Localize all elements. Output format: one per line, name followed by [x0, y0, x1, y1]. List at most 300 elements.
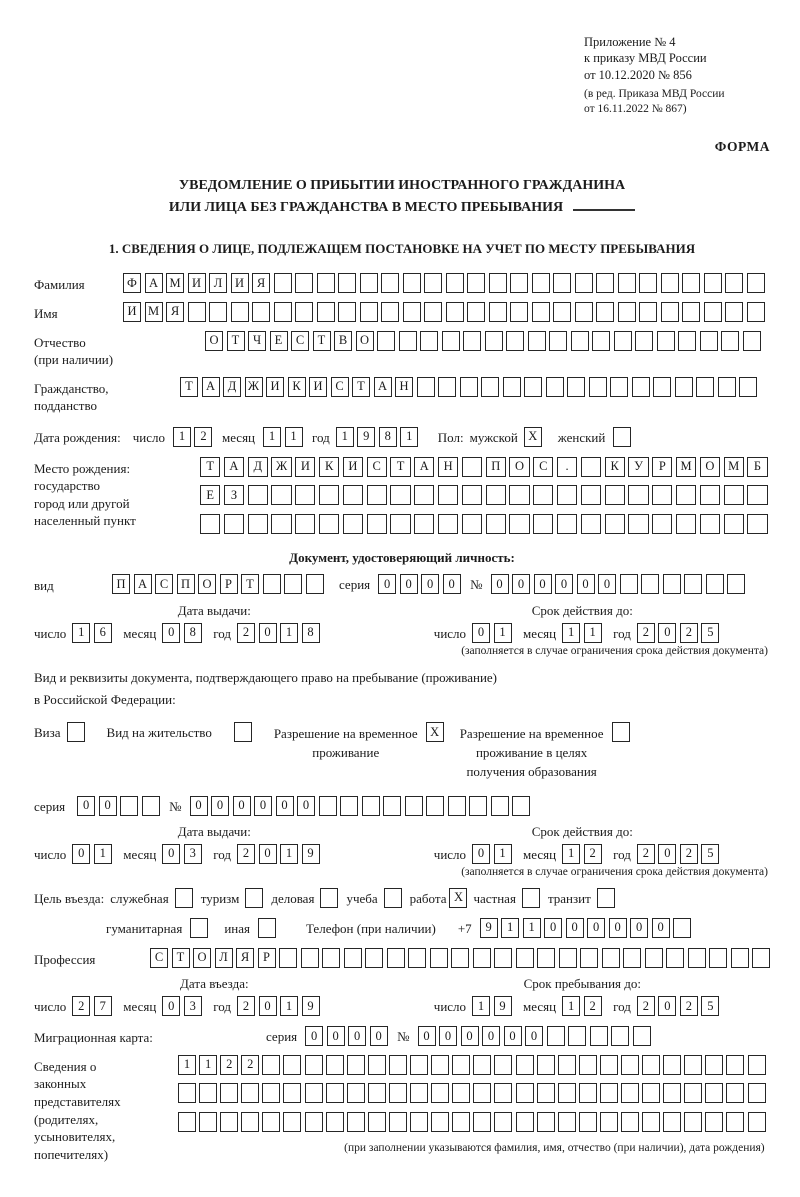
char-box[interactable] — [575, 302, 593, 322]
char-box[interactable]: 0 — [534, 574, 552, 594]
char-box[interactable] — [326, 1112, 344, 1132]
char-box[interactable] — [682, 302, 700, 322]
char-box[interactable]: С — [150, 948, 168, 968]
char-box[interactable] — [469, 796, 487, 816]
char-box[interactable] — [305, 1112, 323, 1132]
char-box[interactable]: 2 — [72, 996, 90, 1016]
char-box[interactable] — [709, 948, 727, 968]
char-box[interactable] — [700, 331, 718, 351]
char-box[interactable]: 2 — [637, 844, 655, 864]
char-box[interactable] — [506, 331, 524, 351]
char-box[interactable]: 0 — [276, 796, 294, 816]
char-box[interactable] — [446, 302, 464, 322]
char-box[interactable]: 0 — [658, 623, 676, 643]
char-box[interactable]: 1 — [199, 1055, 217, 1075]
char-box[interactable] — [417, 377, 435, 397]
purpose-transit-checkbox[interactable] — [597, 888, 615, 908]
char-box[interactable] — [623, 948, 641, 968]
char-box[interactable] — [558, 1055, 576, 1075]
char-box[interactable] — [178, 1112, 196, 1132]
char-box[interactable] — [199, 1083, 217, 1103]
char-box[interactable] — [142, 796, 160, 816]
char-box[interactable] — [747, 302, 765, 322]
char-box[interactable] — [220, 1112, 238, 1132]
char-box[interactable]: О — [700, 457, 720, 477]
char-box[interactable]: Т — [200, 457, 220, 477]
char-box[interactable]: М — [166, 273, 184, 293]
char-box[interactable] — [639, 273, 657, 293]
char-box[interactable]: 0 — [378, 574, 396, 594]
char-box[interactable]: М — [724, 457, 744, 477]
char-box[interactable] — [726, 1112, 744, 1132]
char-box[interactable] — [632, 377, 650, 397]
char-box[interactable] — [360, 302, 378, 322]
char-box[interactable]: 0 — [162, 996, 180, 1016]
char-box[interactable] — [489, 302, 507, 322]
char-box[interactable] — [747, 485, 767, 505]
char-box[interactable] — [600, 1083, 618, 1103]
char-box[interactable]: 0 — [472, 844, 490, 864]
char-box[interactable] — [344, 948, 362, 968]
char-box[interactable]: М — [676, 457, 696, 477]
char-box[interactable] — [596, 302, 614, 322]
char-box[interactable]: А — [414, 457, 434, 477]
char-box[interactable] — [516, 1083, 534, 1103]
char-box[interactable] — [442, 331, 460, 351]
purpose-tourism-checkbox[interactable] — [245, 888, 263, 908]
char-box[interactable]: 2 — [241, 1055, 259, 1075]
char-box[interactable]: О — [356, 331, 374, 351]
char-box[interactable]: 0 — [77, 796, 95, 816]
char-box[interactable] — [581, 514, 601, 534]
char-box[interactable]: 0 — [305, 1026, 323, 1046]
char-box[interactable]: 0 — [211, 796, 229, 816]
char-box[interactable]: 0 — [190, 796, 208, 816]
char-box[interactable] — [262, 1083, 280, 1103]
char-box[interactable] — [494, 1112, 512, 1132]
char-box[interactable]: 1 — [523, 918, 541, 938]
char-box[interactable] — [676, 485, 696, 505]
char-box[interactable] — [509, 485, 529, 505]
char-box[interactable] — [718, 377, 736, 397]
char-box[interactable] — [675, 377, 693, 397]
char-box[interactable]: 8 — [184, 623, 202, 643]
char-box[interactable] — [642, 1083, 660, 1103]
char-box[interactable] — [452, 1055, 470, 1075]
char-box[interactable] — [319, 485, 339, 505]
char-box[interactable] — [618, 273, 636, 293]
char-box[interactable]: Т — [172, 948, 190, 968]
char-box[interactable] — [682, 273, 700, 293]
char-box[interactable]: С — [155, 574, 173, 594]
char-box[interactable]: 0 — [555, 574, 573, 594]
char-box[interactable]: 1 — [263, 427, 281, 447]
char-box[interactable]: 7 — [94, 996, 112, 1016]
char-box[interactable] — [641, 574, 659, 594]
char-box[interactable] — [452, 1112, 470, 1132]
char-box[interactable] — [684, 1083, 702, 1103]
char-box[interactable] — [271, 514, 291, 534]
char-box[interactable]: 9 — [357, 427, 375, 447]
char-box[interactable] — [639, 302, 657, 322]
char-box[interactable]: И — [309, 377, 327, 397]
char-box[interactable]: В — [334, 331, 352, 351]
char-box[interactable] — [688, 948, 706, 968]
char-box[interactable] — [652, 485, 672, 505]
char-box[interactable] — [274, 302, 292, 322]
char-box[interactable]: 2 — [680, 996, 698, 1016]
char-box[interactable] — [628, 514, 648, 534]
char-box[interactable] — [252, 302, 270, 322]
char-box[interactable]: 0 — [652, 918, 670, 938]
char-box[interactable] — [579, 1083, 597, 1103]
temp-residence-checkbox[interactable]: X — [426, 722, 444, 742]
char-box[interactable] — [725, 273, 743, 293]
char-box[interactable] — [263, 574, 281, 594]
char-box[interactable] — [752, 948, 770, 968]
char-box[interactable]: 9 — [302, 996, 320, 1016]
char-box[interactable] — [390, 514, 410, 534]
char-box[interactable] — [705, 1083, 723, 1103]
char-box[interactable] — [503, 377, 521, 397]
char-box[interactable] — [220, 1083, 238, 1103]
char-box[interactable]: А — [202, 377, 220, 397]
char-box[interactable]: 2 — [237, 623, 255, 643]
char-box[interactable]: Л — [209, 273, 227, 293]
char-box[interactable]: К — [605, 457, 625, 477]
char-box[interactable] — [557, 514, 577, 534]
char-box[interactable] — [403, 273, 421, 293]
char-box[interactable] — [600, 1055, 618, 1075]
char-box[interactable] — [721, 331, 739, 351]
char-box[interactable] — [491, 796, 509, 816]
purpose-official-checkbox[interactable] — [175, 888, 193, 908]
char-box[interactable] — [231, 302, 249, 322]
char-box[interactable] — [462, 457, 482, 477]
char-box[interactable] — [283, 1112, 301, 1132]
char-box[interactable]: 1 — [72, 623, 90, 643]
char-box[interactable] — [704, 273, 722, 293]
char-box[interactable] — [451, 948, 469, 968]
char-box[interactable]: Ч — [248, 331, 266, 351]
char-box[interactable]: 0 — [491, 574, 509, 594]
char-box[interactable]: 8 — [302, 623, 320, 643]
char-box[interactable] — [319, 514, 339, 534]
char-box[interactable] — [360, 273, 378, 293]
char-box[interactable] — [295, 514, 315, 534]
char-box[interactable]: Т — [227, 331, 245, 351]
char-box[interactable] — [528, 331, 546, 351]
char-box[interactable]: Е — [200, 485, 220, 505]
char-box[interactable]: 0 — [254, 796, 272, 816]
char-box[interactable] — [512, 796, 530, 816]
char-box[interactable] — [431, 1112, 449, 1132]
char-box[interactable] — [666, 948, 684, 968]
char-box[interactable]: 2 — [237, 844, 255, 864]
char-box[interactable] — [532, 302, 550, 322]
char-box[interactable]: Ж — [271, 457, 291, 477]
char-box[interactable]: Т — [313, 331, 331, 351]
char-box[interactable] — [610, 377, 628, 397]
char-box[interactable]: 0 — [162, 844, 180, 864]
char-box[interactable]: П — [112, 574, 130, 594]
char-box[interactable]: Р — [652, 457, 672, 477]
char-box[interactable] — [567, 377, 585, 397]
char-box[interactable]: М — [145, 302, 163, 322]
char-box[interactable]: Д — [248, 457, 268, 477]
char-box[interactable] — [431, 1083, 449, 1103]
char-box[interactable] — [283, 1083, 301, 1103]
char-box[interactable]: 0 — [504, 1026, 522, 1046]
char-box[interactable] — [347, 1112, 365, 1132]
char-box[interactable]: 0 — [443, 574, 461, 594]
char-box[interactable] — [199, 1112, 217, 1132]
char-box[interactable] — [305, 1055, 323, 1075]
char-box[interactable]: 0 — [400, 574, 418, 594]
char-box[interactable] — [581, 485, 601, 505]
char-box[interactable] — [274, 273, 292, 293]
char-box[interactable] — [248, 514, 268, 534]
char-box[interactable] — [295, 273, 313, 293]
char-box[interactable] — [621, 1083, 639, 1103]
char-box[interactable] — [284, 574, 302, 594]
char-box[interactable] — [460, 377, 478, 397]
char-box[interactable] — [485, 331, 503, 351]
char-box[interactable] — [614, 331, 632, 351]
char-box[interactable]: Е — [270, 331, 288, 351]
char-box[interactable]: 2 — [237, 996, 255, 1016]
char-box[interactable] — [347, 1083, 365, 1103]
char-box[interactable] — [200, 514, 220, 534]
char-box[interactable] — [438, 485, 458, 505]
char-box[interactable] — [678, 331, 696, 351]
char-box[interactable] — [537, 1083, 555, 1103]
char-box[interactable] — [724, 485, 744, 505]
char-box[interactable]: Т — [390, 457, 410, 477]
char-box[interactable] — [390, 485, 410, 505]
char-box[interactable] — [399, 331, 417, 351]
char-box[interactable]: И — [123, 302, 141, 322]
char-box[interactable] — [581, 457, 601, 477]
char-box[interactable] — [446, 273, 464, 293]
char-box[interactable] — [653, 377, 671, 397]
purpose-humanitarian-checkbox[interactable] — [190, 918, 208, 938]
char-box[interactable]: 8 — [379, 427, 397, 447]
char-box[interactable]: П — [177, 574, 195, 594]
char-box[interactable]: 1 — [336, 427, 354, 447]
char-box[interactable] — [224, 514, 244, 534]
char-box[interactable]: 0 — [421, 574, 439, 594]
char-box[interactable] — [473, 1055, 491, 1075]
char-box[interactable] — [575, 273, 593, 293]
char-box[interactable]: Л — [215, 948, 233, 968]
char-box[interactable] — [368, 1112, 386, 1132]
char-box[interactable]: 0 — [99, 796, 117, 816]
purpose-other-checkbox[interactable] — [258, 918, 276, 938]
char-box[interactable]: 0 — [482, 1026, 500, 1046]
char-box[interactable] — [510, 302, 528, 322]
purpose-private-checkbox[interactable] — [522, 888, 540, 908]
char-box[interactable] — [571, 331, 589, 351]
char-box[interactable] — [516, 1055, 534, 1075]
char-box[interactable] — [381, 273, 399, 293]
char-box[interactable] — [326, 1055, 344, 1075]
char-box[interactable] — [426, 796, 444, 816]
char-box[interactable] — [367, 485, 387, 505]
char-box[interactable] — [178, 1083, 196, 1103]
char-box[interactable] — [726, 1083, 744, 1103]
char-box[interactable] — [389, 1055, 407, 1075]
char-box[interactable] — [731, 948, 749, 968]
char-box[interactable]: 1 — [472, 996, 490, 1016]
char-box[interactable]: 0 — [439, 1026, 457, 1046]
char-box[interactable] — [340, 796, 358, 816]
char-box[interactable]: И — [343, 457, 363, 477]
char-box[interactable] — [322, 948, 340, 968]
char-box[interactable]: 0 — [587, 918, 605, 938]
char-box[interactable]: Р — [258, 948, 276, 968]
char-box[interactable] — [241, 1083, 259, 1103]
char-box[interactable] — [605, 485, 625, 505]
char-box[interactable]: 0 — [461, 1026, 479, 1046]
char-box[interactable]: 0 — [658, 996, 676, 1016]
char-box[interactable] — [621, 1055, 639, 1075]
char-box[interactable]: 1 — [280, 844, 298, 864]
char-box[interactable] — [618, 302, 636, 322]
char-box[interactable] — [317, 273, 335, 293]
char-box[interactable] — [494, 1083, 512, 1103]
char-box[interactable] — [645, 948, 663, 968]
char-box[interactable] — [467, 273, 485, 293]
char-box[interactable]: 1 — [94, 844, 112, 864]
char-box[interactable] — [424, 302, 442, 322]
char-box[interactable] — [706, 574, 724, 594]
char-box[interactable] — [387, 948, 405, 968]
char-box[interactable] — [663, 1112, 681, 1132]
char-box[interactable]: 0 — [544, 918, 562, 938]
char-box[interactable] — [120, 796, 138, 816]
char-box[interactable] — [343, 514, 363, 534]
char-box[interactable] — [602, 948, 620, 968]
char-box[interactable] — [367, 514, 387, 534]
char-box[interactable]: 0 — [566, 918, 584, 938]
char-box[interactable]: А — [134, 574, 152, 594]
char-box[interactable] — [558, 1083, 576, 1103]
char-box[interactable] — [725, 302, 743, 322]
char-box[interactable] — [747, 273, 765, 293]
char-box[interactable] — [533, 514, 553, 534]
char-box[interactable] — [365, 948, 383, 968]
char-box[interactable] — [705, 1055, 723, 1075]
char-box[interactable] — [452, 1083, 470, 1103]
char-box[interactable]: Н — [438, 457, 458, 477]
char-box[interactable] — [726, 1055, 744, 1075]
char-box[interactable] — [347, 1055, 365, 1075]
char-box[interactable] — [580, 948, 598, 968]
char-box[interactable] — [739, 377, 757, 397]
char-box[interactable] — [262, 1055, 280, 1075]
char-box[interactable]: 3 — [184, 844, 202, 864]
char-box[interactable]: И — [295, 457, 315, 477]
char-box[interactable]: Д — [223, 377, 241, 397]
char-box[interactable]: П — [486, 457, 506, 477]
char-box[interactable] — [473, 948, 491, 968]
char-box[interactable]: С — [331, 377, 349, 397]
char-box[interactable] — [481, 377, 499, 397]
char-box[interactable] — [486, 514, 506, 534]
char-box[interactable] — [568, 1026, 586, 1046]
char-box[interactable] — [596, 273, 614, 293]
char-box[interactable]: О — [193, 948, 211, 968]
char-box[interactable]: И — [266, 377, 284, 397]
char-box[interactable]: 6 — [94, 623, 112, 643]
char-box[interactable] — [271, 485, 291, 505]
char-box[interactable] — [633, 1026, 651, 1046]
char-box[interactable]: Р — [220, 574, 238, 594]
char-box[interactable] — [611, 1026, 629, 1046]
char-box[interactable] — [368, 1055, 386, 1075]
char-box[interactable] — [424, 273, 442, 293]
char-box[interactable] — [557, 485, 577, 505]
char-box[interactable]: 1 — [562, 844, 580, 864]
char-box[interactable]: 0 — [370, 1026, 388, 1046]
char-box[interactable]: 1 — [280, 996, 298, 1016]
purpose-study-checkbox[interactable] — [384, 888, 402, 908]
char-box[interactable] — [589, 377, 607, 397]
char-box[interactable] — [283, 1055, 301, 1075]
char-box[interactable] — [684, 574, 702, 594]
char-box[interactable] — [704, 302, 722, 322]
char-box[interactable]: С — [367, 457, 387, 477]
char-box[interactable] — [473, 1083, 491, 1103]
char-box[interactable] — [547, 1026, 565, 1046]
char-box[interactable]: 2 — [680, 623, 698, 643]
char-box[interactable] — [748, 1112, 766, 1132]
char-box[interactable]: К — [319, 457, 339, 477]
char-box[interactable] — [410, 1083, 428, 1103]
char-box[interactable]: 2 — [584, 844, 602, 864]
char-box[interactable] — [301, 948, 319, 968]
char-box[interactable] — [362, 796, 380, 816]
char-box[interactable]: 9 — [302, 844, 320, 864]
char-box[interactable] — [537, 948, 555, 968]
char-box[interactable] — [516, 948, 534, 968]
char-box[interactable] — [389, 1083, 407, 1103]
char-box[interactable]: 0 — [72, 844, 90, 864]
char-box[interactable] — [448, 796, 466, 816]
char-box[interactable] — [241, 1112, 259, 1132]
char-box[interactable] — [209, 302, 227, 322]
char-box[interactable] — [463, 331, 481, 351]
char-box[interactable]: А — [145, 273, 163, 293]
char-box[interactable]: 2 — [680, 844, 698, 864]
char-box[interactable]: 2 — [637, 996, 655, 1016]
char-box[interactable] — [684, 1055, 702, 1075]
char-box[interactable]: 1 — [494, 623, 512, 643]
char-box[interactable]: С — [291, 331, 309, 351]
char-box[interactable] — [462, 514, 482, 534]
char-box[interactable] — [553, 273, 571, 293]
char-box[interactable] — [410, 1112, 428, 1132]
char-box[interactable]: 2 — [637, 623, 655, 643]
char-box[interactable] — [676, 514, 696, 534]
char-box[interactable]: 1 — [501, 918, 519, 938]
char-box[interactable]: Т — [352, 377, 370, 397]
char-box[interactable] — [326, 1083, 344, 1103]
char-box[interactable] — [305, 1083, 323, 1103]
char-box[interactable] — [414, 485, 434, 505]
char-box[interactable]: 0 — [598, 574, 616, 594]
